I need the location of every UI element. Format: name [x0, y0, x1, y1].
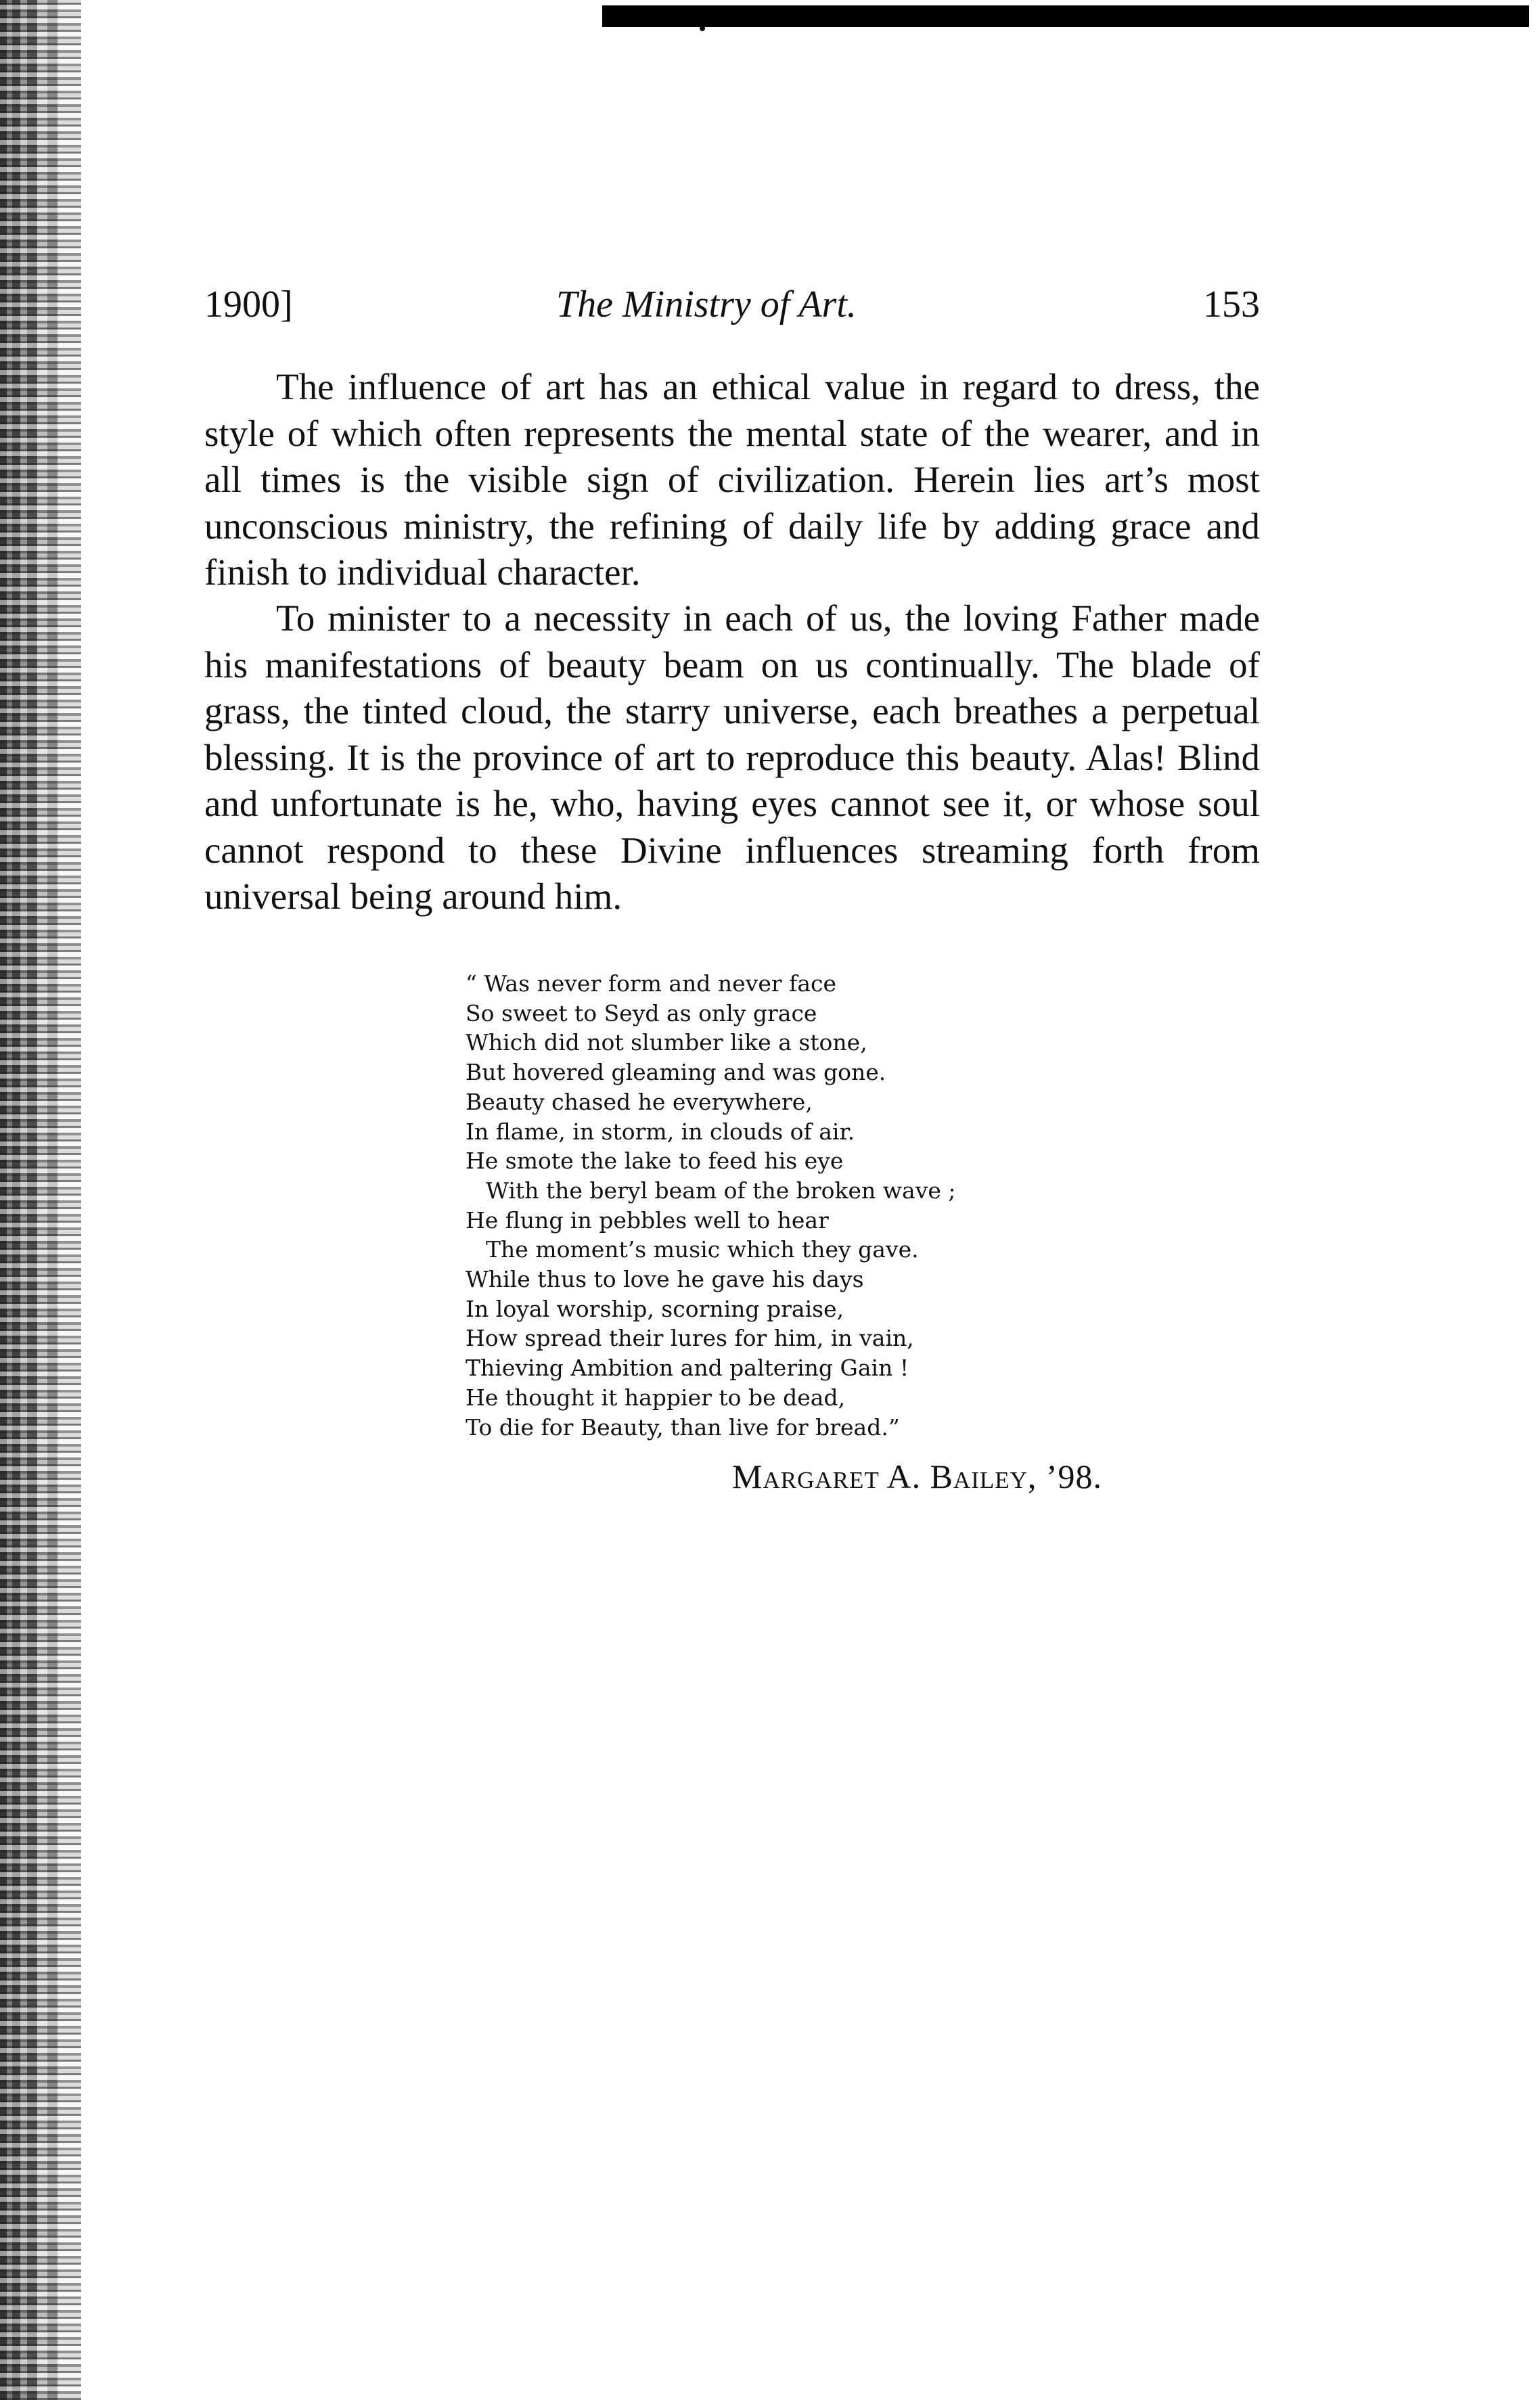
poem-line: Thieving Ambition and paltering Gain ! [466, 1355, 909, 1382]
running-head [204, 283, 1260, 337]
poem-line: With the beryl beam of the broken wave ; [486, 1177, 956, 1204]
paragraph-text: To minister to a necessity in each of us, the loving Father made his manifestations of beauty beam on us continually. The blade of grass, the tinted cloud, the starry universe, each breathes a perpetual blessing. It is the province of art to reproduce this beauty. Alas! Blind and unfortunate is he, who, having eyes cannot see it, or whose soul cannot respond to these Divine influences streaming forth from universal being around him. [204, 597, 1260, 917]
author-signature: Margaret A. Bailey, ’98. [732, 1457, 1103, 1495]
poem-line: He thought it happier to be dead, [466, 1384, 846, 1411]
paragraph-1 [204, 364, 1260, 596]
page-number: 153 [1203, 284, 1260, 325]
poem-line: But hovered gleaming and was gone. [466, 1059, 886, 1086]
ink-dot [700, 26, 705, 31]
poem-line: While thus to love he gave his days [466, 1266, 864, 1293]
poem-line: He smote the lake to feed his eye [466, 1148, 844, 1175]
poem-line: How spread their lures for him, in vain, [466, 1325, 914, 1352]
poem-line: In flame, in storm, in clouds of air. [466, 1118, 855, 1145]
poem-line: He flung in pebbles well to hear [466, 1206, 829, 1233]
running-head-year: 1900] [204, 284, 293, 325]
paragraph-text: The influence of art has an ethical value in regard to dress, the style of which often represents the mental state of the wearer, and in all times is the visible sign of civilization. Herein lies art’s most unconscious ministry, the refining of daily life by adding grace and finish to individual character. [204, 366, 1260, 593]
poem-line: So sweet to Seyd as only grace [466, 999, 817, 1026]
poem-line: The moment’s music which they gave. [486, 1236, 919, 1263]
running-head-title: The Ministry of Art. [556, 284, 857, 325]
poem [466, 969, 1074, 1442]
poem-line: In loyal worship, scorning praise, [466, 1295, 844, 1322]
poem-line: To die for Beauty, than live for bread.” [466, 1413, 900, 1441]
top-rule [602, 5, 1529, 27]
poem-line: “ Was never form and never face [466, 970, 837, 997]
poem-line: Which did not slumber like a stone, [466, 1029, 867, 1056]
paragraph-2 [204, 595, 1260, 920]
binding-edge [0, 0, 81, 2400]
poem-line: Beauty chased he everywhere, [466, 1088, 813, 1115]
